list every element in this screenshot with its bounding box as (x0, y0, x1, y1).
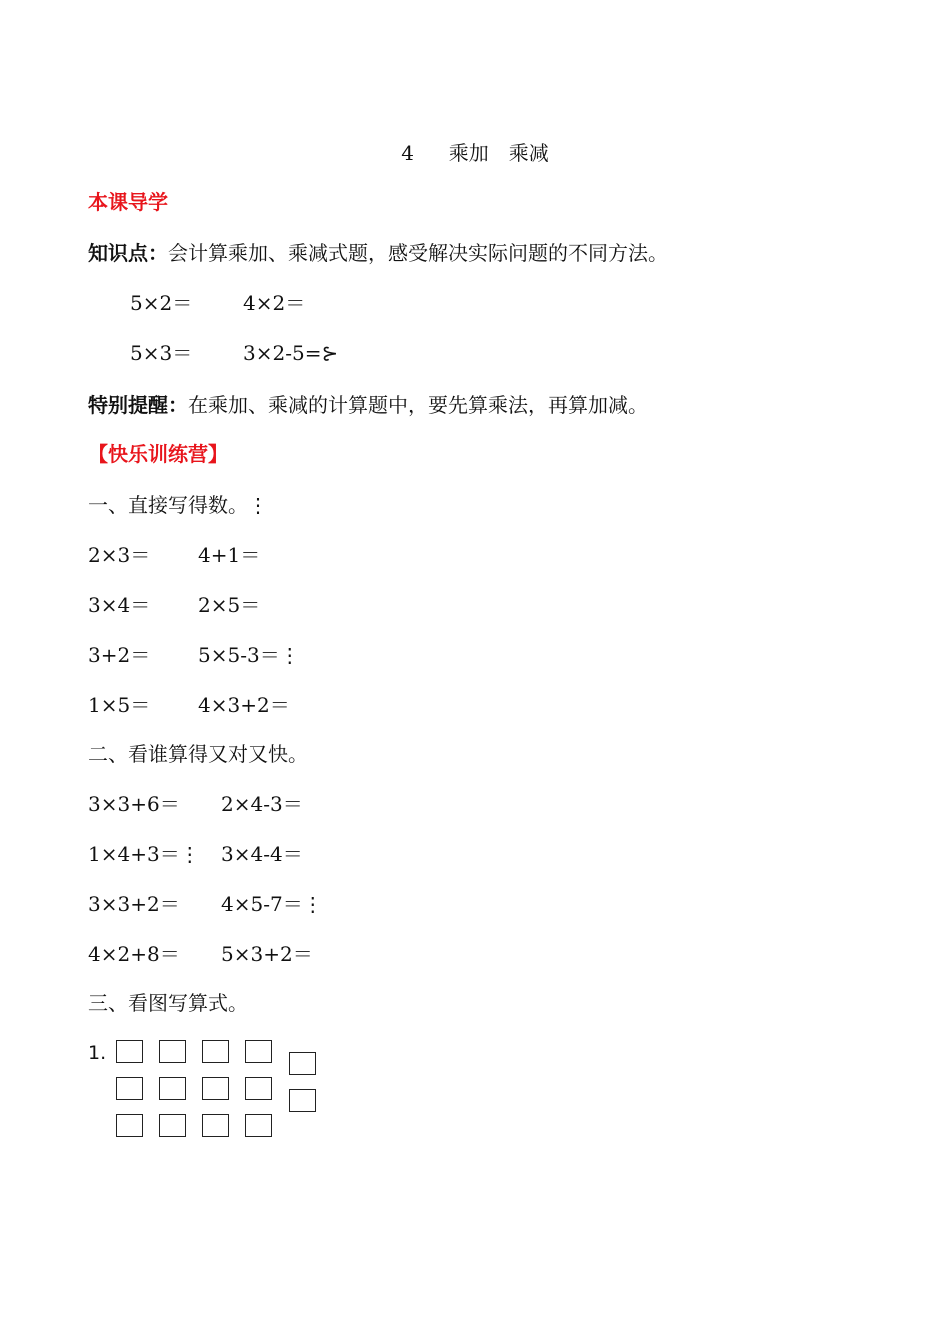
decor-mark-icon: ⊱ (321, 341, 339, 365)
reminder-line (88, 395, 648, 415)
square-box (245, 1077, 272, 1100)
q2-item: 1×4+3＝⋮ (88, 842, 200, 866)
title-number: 4 (401, 141, 414, 165)
q3-heading: 三、看图写算式。 (88, 991, 248, 1015)
example-2: 4×2＝ (243, 291, 306, 315)
q1-item: 3+2＝ (88, 643, 151, 667)
example-3: 5×3＝ (130, 341, 193, 365)
q2-item: 4×5-7＝⋮ (221, 892, 323, 916)
square-box (116, 1114, 143, 1137)
q2-item: 3×4-4＝ (221, 842, 303, 866)
knowledge-text: 会计算乘加、乘减式题，感受解决实际问题的不同方法。 (168, 241, 668, 265)
title-text: 乘加 乘减 (448, 141, 549, 165)
knowledge-label: 知识点： (88, 241, 168, 265)
page-title (0, 143, 950, 163)
square-box (116, 1077, 143, 1100)
reminder-label: 特别提醒： (88, 393, 188, 417)
q2-item: 2×4-3＝ (221, 792, 303, 816)
square-box (116, 1040, 143, 1063)
knowledge-line (88, 243, 668, 263)
example-1: 5×2＝ (130, 291, 193, 315)
square-box (245, 1040, 272, 1063)
q1-item: 1×5＝ (88, 693, 151, 717)
reminder-text: 在乘加、乘减的计算题中，要先算乘法，再算加减。 (188, 393, 648, 417)
q1-item: 5×5-3＝⋮ (198, 643, 300, 667)
extra-square-box (289, 1089, 316, 1112)
q2-item: 5×3+2＝ (221, 942, 313, 966)
square-box (159, 1114, 186, 1137)
q1-item: 2×3＝ (88, 543, 151, 567)
example-4-text: 3×2-5= (243, 341, 322, 365)
q2-item: 3×3+6＝ (88, 792, 180, 816)
q1-item: 3×4＝ (88, 593, 151, 617)
square-box (245, 1114, 272, 1137)
q2-item: 3×3+2＝ (88, 892, 180, 916)
square-box (159, 1077, 186, 1100)
q1-item: 2×5＝ (198, 593, 261, 617)
example-4 (243, 343, 338, 363)
section-guide-heading: 本课导学 (88, 190, 168, 214)
q1-item: 4×3+2＝ (198, 693, 290, 717)
q1-heading: 一、直接写得数。⋮ (88, 493, 268, 517)
section-practice-heading: 【快乐训练营】 (88, 442, 228, 466)
square-box (159, 1040, 186, 1063)
q2-item: 4×2+8＝ (88, 942, 180, 966)
q2-heading: 二、看谁算得又对又快。 (88, 742, 308, 766)
square-box (202, 1040, 229, 1063)
q3-item1-label: 1. (88, 1042, 107, 1064)
square-box (202, 1114, 229, 1137)
square-box (202, 1077, 229, 1100)
q1-item: 4+1＝ (198, 543, 261, 567)
extra-square-box (289, 1052, 316, 1075)
